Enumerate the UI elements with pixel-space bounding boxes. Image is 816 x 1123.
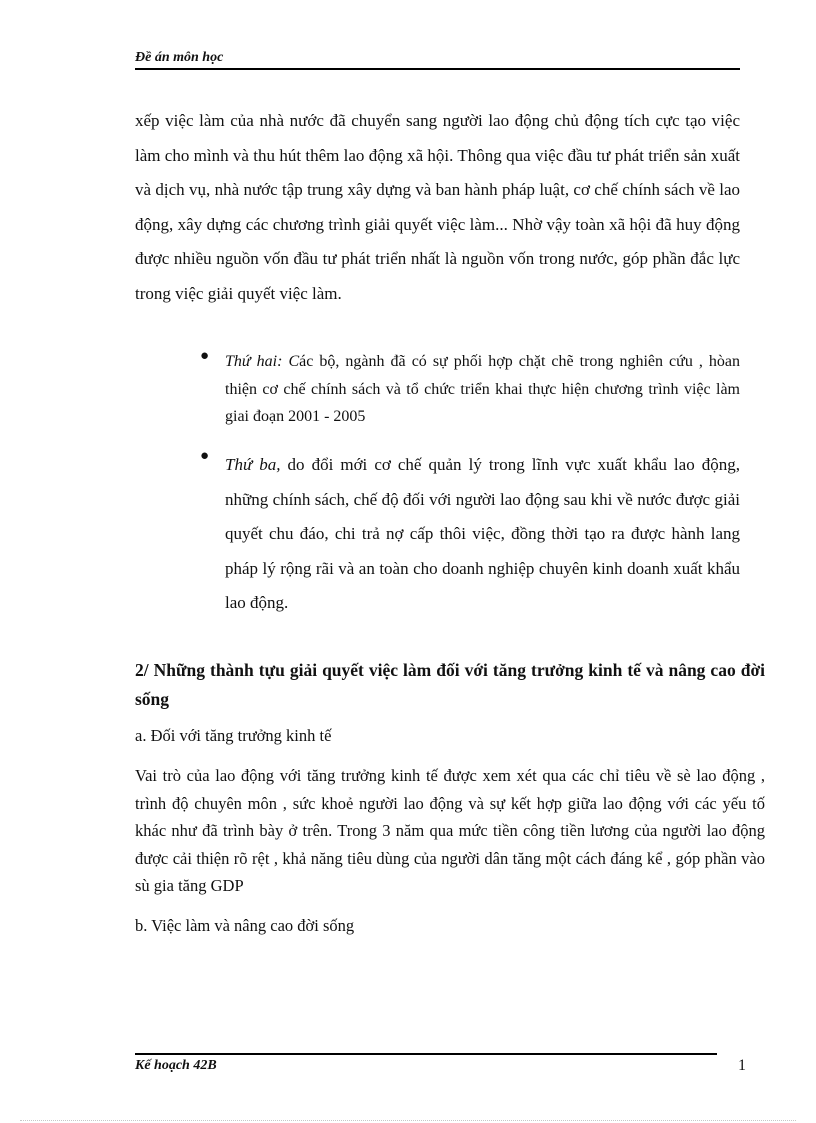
bullet-dot-icon: ● bbox=[200, 448, 210, 464]
section-heading: 2/ Những thành tựu giải quyết việc làm đối với tăng trưởng kinh tế và nâng cao đời sống bbox=[135, 660, 765, 709]
header-rule bbox=[135, 68, 740, 70]
footer-rule bbox=[135, 1053, 717, 1055]
section-paragraph: Vai trò của lao động với tăng trưởng kinh tế được xem xét qua các chỉ tiêu về sè lao động , trình độ chuyên môn , sức khoẻ người lao động và sự kết hợp giữa lao động với các yếu tố khác như đã trình bày ở trên. Trong 3 năm qua mức tiền công tiền lương của người lao động được cải thiện rõ rệt , khả năng tiêu dùng của người dân tăng một cách đáng kể , góp phần vào sù gia tăng GDP bbox=[135, 766, 765, 895]
page-edge-divider bbox=[20, 1120, 796, 1121]
subsection-a-heading: a. Đối với tăng trưởng kinh tế bbox=[135, 726, 332, 745]
subsection-b-heading: b. Việc làm và nâng cao đời sống bbox=[135, 916, 355, 935]
bullet-body: ác bộ, ngành đã có sự phối hợp chặt chẽ trong nghiên cứu , hòan thiện cơ chế chính sách và tổ chức triển khai thực hiện chương trình việc làm giai đoạn 2001 - 2005 bbox=[225, 353, 740, 425]
page-number: 1 bbox=[738, 1057, 746, 1074]
bullet-text bbox=[225, 448, 740, 621]
intro-paragraph: xếp việc làm của nhà nước đã chuyển sang người lao động chủ động tích cực tạo việc làm cho mình và thu hút thêm lao động xã hội. Thông qua việc đầu tư phát triển sản xuất và dịch vụ, nhà nước tập trung xây dựng và ban hành pháp luật, cơ chế chính sách về lao động, xây dựng các chương trình giải quyết việc làm... Nhờ vậy toàn xã hội đã huy động được nhiều nguồn vốn đầu tư phát triển nhất là nguồn vốn trong nước, góp phần đắc lực trong việc giải quyết việc làm. bbox=[135, 111, 740, 303]
bullet-text bbox=[225, 348, 740, 431]
bullet-dot-icon: ● bbox=[200, 348, 210, 364]
bullet-body: do đổi mới cơ chế quản lý trong lĩnh vực xuất khẩu lao động, những chính sách, chế độ đối với người lao động sau khi về nước được giải quyết chu đáo, chi trả nợ cấp thôi việc, đồng thời tạo ra được hành lang pháp lý rộng rãi và an toàn cho doanh nghiệp chuyên kinh doanh xuất khẩu lao động. bbox=[225, 455, 740, 612]
running-footer: Kế hoạch 42B bbox=[135, 1058, 217, 1073]
running-header: Đề án môn học bbox=[135, 50, 224, 65]
bullet-label: Thứ ba, bbox=[225, 455, 281, 474]
bullet-label: Thứ hai: C bbox=[225, 353, 300, 370]
